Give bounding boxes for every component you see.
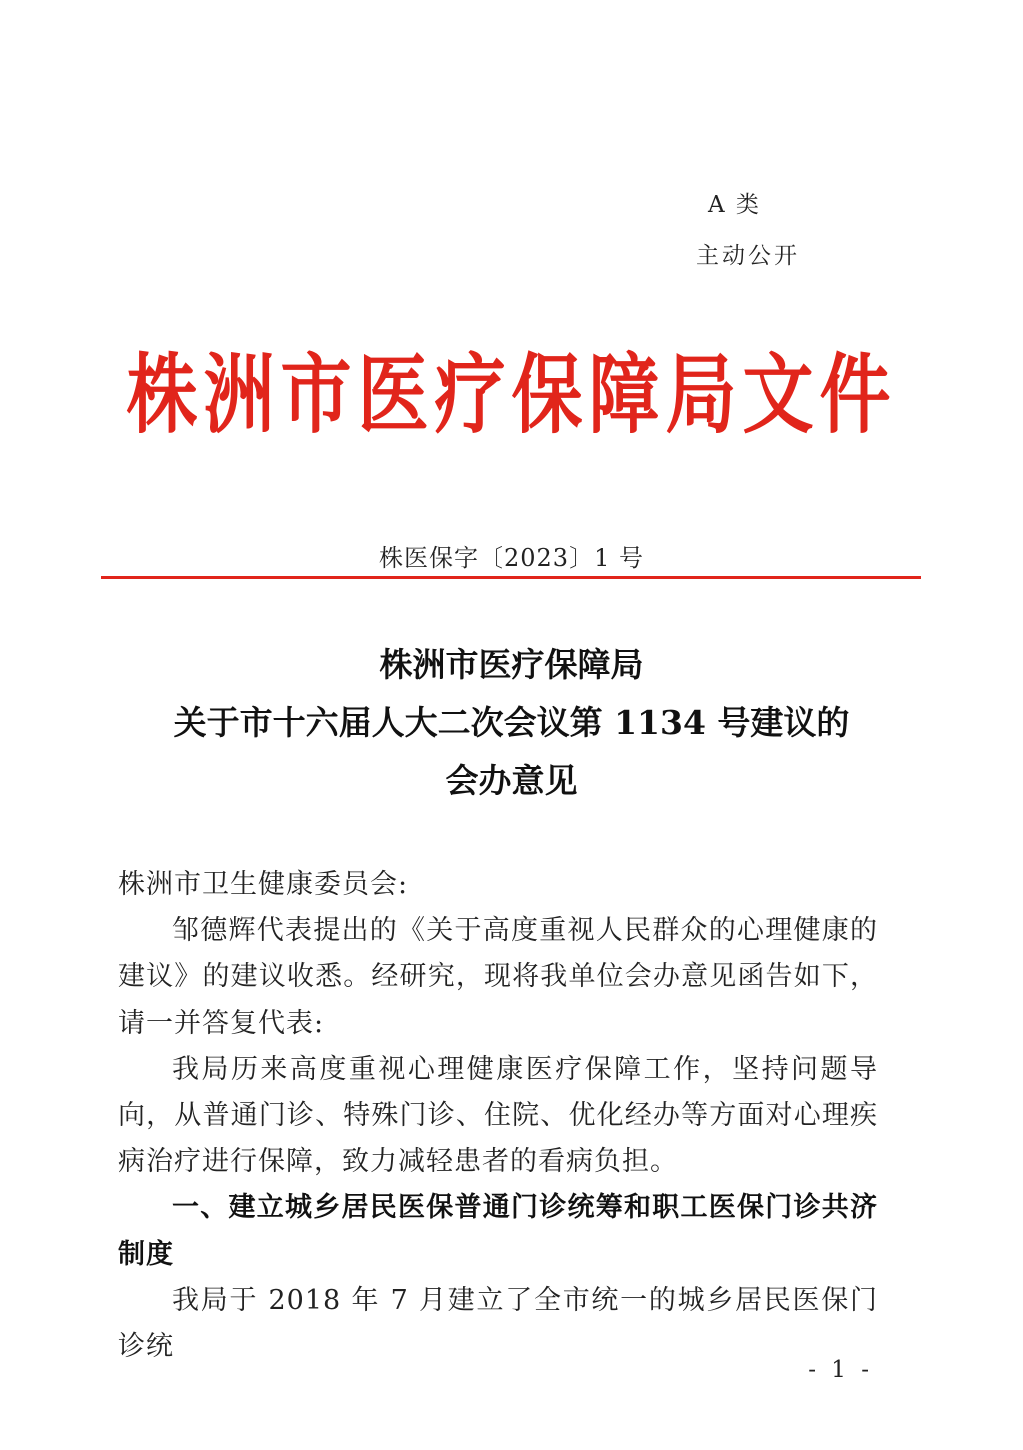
letterhead-title: 株洲市医疗保障局文件 (126, 343, 897, 446)
salutation: 株洲市卫生健康委员会: (118, 869, 409, 900)
disclosure-label: 主动公开 (696, 243, 800, 269)
document-title-line-1: 株洲市医疗保障局 (379, 645, 644, 684)
document-title-line-3: 会办意见 (445, 761, 578, 800)
body-paragraph-2: 我局历来高度重视心理健康医疗保障工作，坚持问题导向，从普通门诊、特殊门诊、住院、优化经办等方面对心理疾病治疗进行保障，致力减轻患者的看病负担。 (118, 1053, 878, 1178)
body-paragraph-1: 邹德辉代表提出的《关于高度重视人民群众的心理健康的建议》的建议收悉。经研究，现将我单位会办意见函告如下，请一并答复代表: (118, 915, 878, 1039)
classification-label: A 类 (708, 192, 761, 218)
document-body (118, 862, 878, 1370)
document-title-line-2: 关于市十六届人大二次会议第 1134 号建议的 (173, 703, 850, 742)
document-title (0, 636, 1023, 810)
section-heading-1: 一、建立城乡居民医保普通门诊统筹和职工医保门诊共济制度 (118, 1192, 878, 1270)
red-divider-line (101, 576, 921, 579)
document-number: 株医保字〔2023〕1 号 (379, 544, 644, 572)
body-paragraph-3: 我局于 2018 年 7 月建立了全市统一的城乡居民医保门诊统 (118, 1284, 878, 1363)
page-number: - 1 - (808, 1357, 873, 1383)
